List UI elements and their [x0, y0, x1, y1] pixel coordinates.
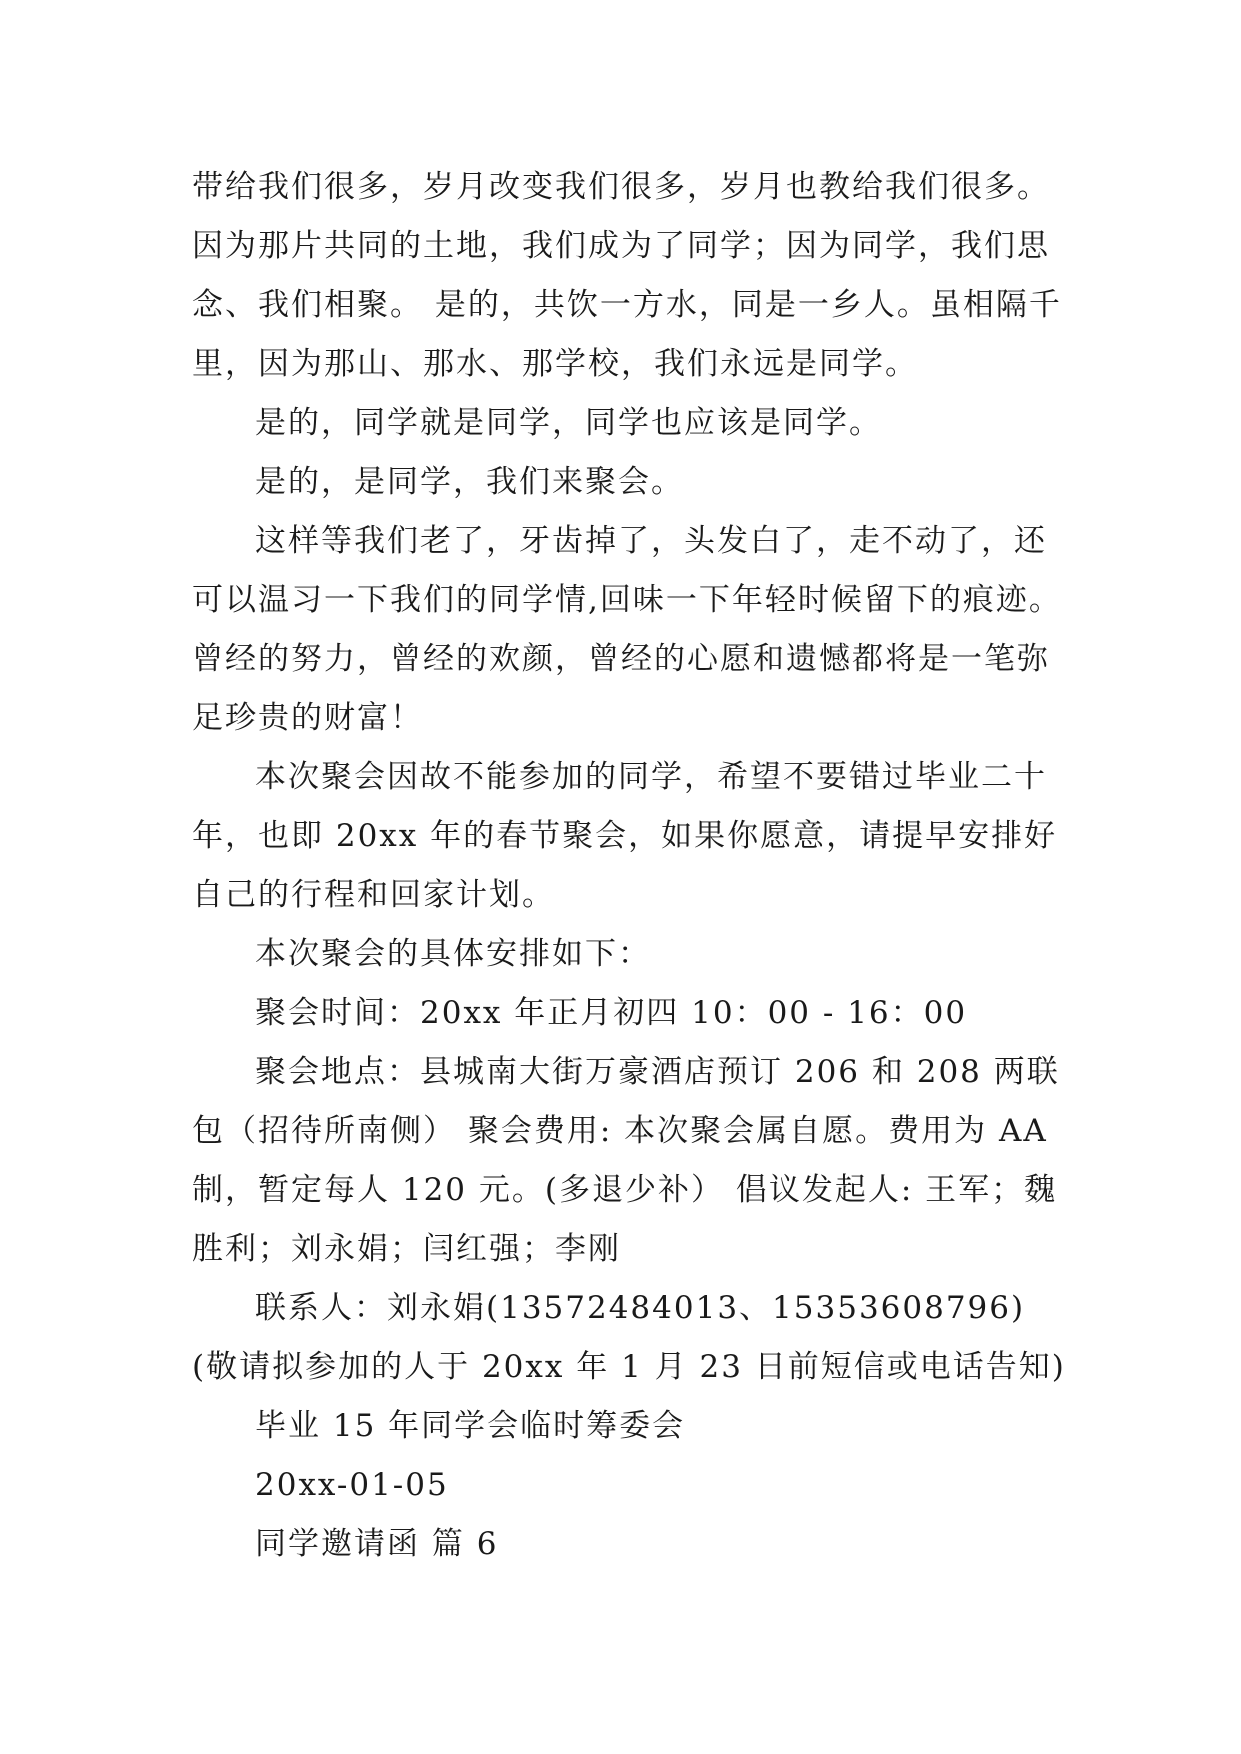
paragraph-time: 聚会时间：20xx 年正月初四 10：00 - 16：00: [255, 995, 968, 1031]
paragraph-arrangement-intro: 本次聚会的具体安排如下：: [255, 936, 651, 972]
paragraph-section-title: 同学邀请函 篇 6: [255, 1526, 499, 1562]
paragraph-date: 20xx-01-05: [255, 1467, 449, 1503]
document-body: [192, 158, 1072, 1574]
paragraph-location-fee: 聚会地点：县城南大街万豪酒店预订 206 和 208 两联包（招待所南侧） 聚会费用: 本次聚会属自愿。费用为 AA 制，暂定每人 120 元。(多退少补） 倡议发起人: 王军；魏胜利；刘永娟；闫红强；李刚: [192, 1054, 1060, 1267]
paragraph-memories: 这样等我们老了，牙齿掉了，头发白了，走不动了，还可以温习一下我们的同学情,回味一下年轻时候留下的痕迹。曾经的努力，曾经的欢颜，曾经的心愿和遗憾都将是一笔弥足珍贵的财富！: [192, 523, 1062, 736]
paragraph-classmates: 是的，同学就是同学，同学也应该是同学。: [255, 405, 882, 441]
paragraph-committee: 毕业 15 年同学会临时筹委会: [255, 1408, 686, 1444]
paragraph-absentees: 本次聚会因故不能参加的同学，希望不要错过毕业二十年，也即 20xx 年的春节聚会，如果你愿意，请提早安排好自己的行程和回家计划。: [192, 759, 1058, 913]
paragraph-reflection: 带给我们很多，岁月改变我们很多，岁月也教给我们很多。因为那片共同的土地，我们成为了同学；因为同学，我们思念、我们相聚。 是的，共饮一方水，同是一乡人。虽相隔千里，因为那山、那水、那学校，我们永远是同学。: [192, 169, 1062, 382]
paragraph-gathering: 是的，是同学，我们来聚会。: [255, 464, 684, 500]
paragraph-contact: 联系人：刘永娟(13572484013、15353608796)(敬请拟参加的人于 20xx 年 1 月 23 日前短信或电话告知): [192, 1290, 1066, 1385]
